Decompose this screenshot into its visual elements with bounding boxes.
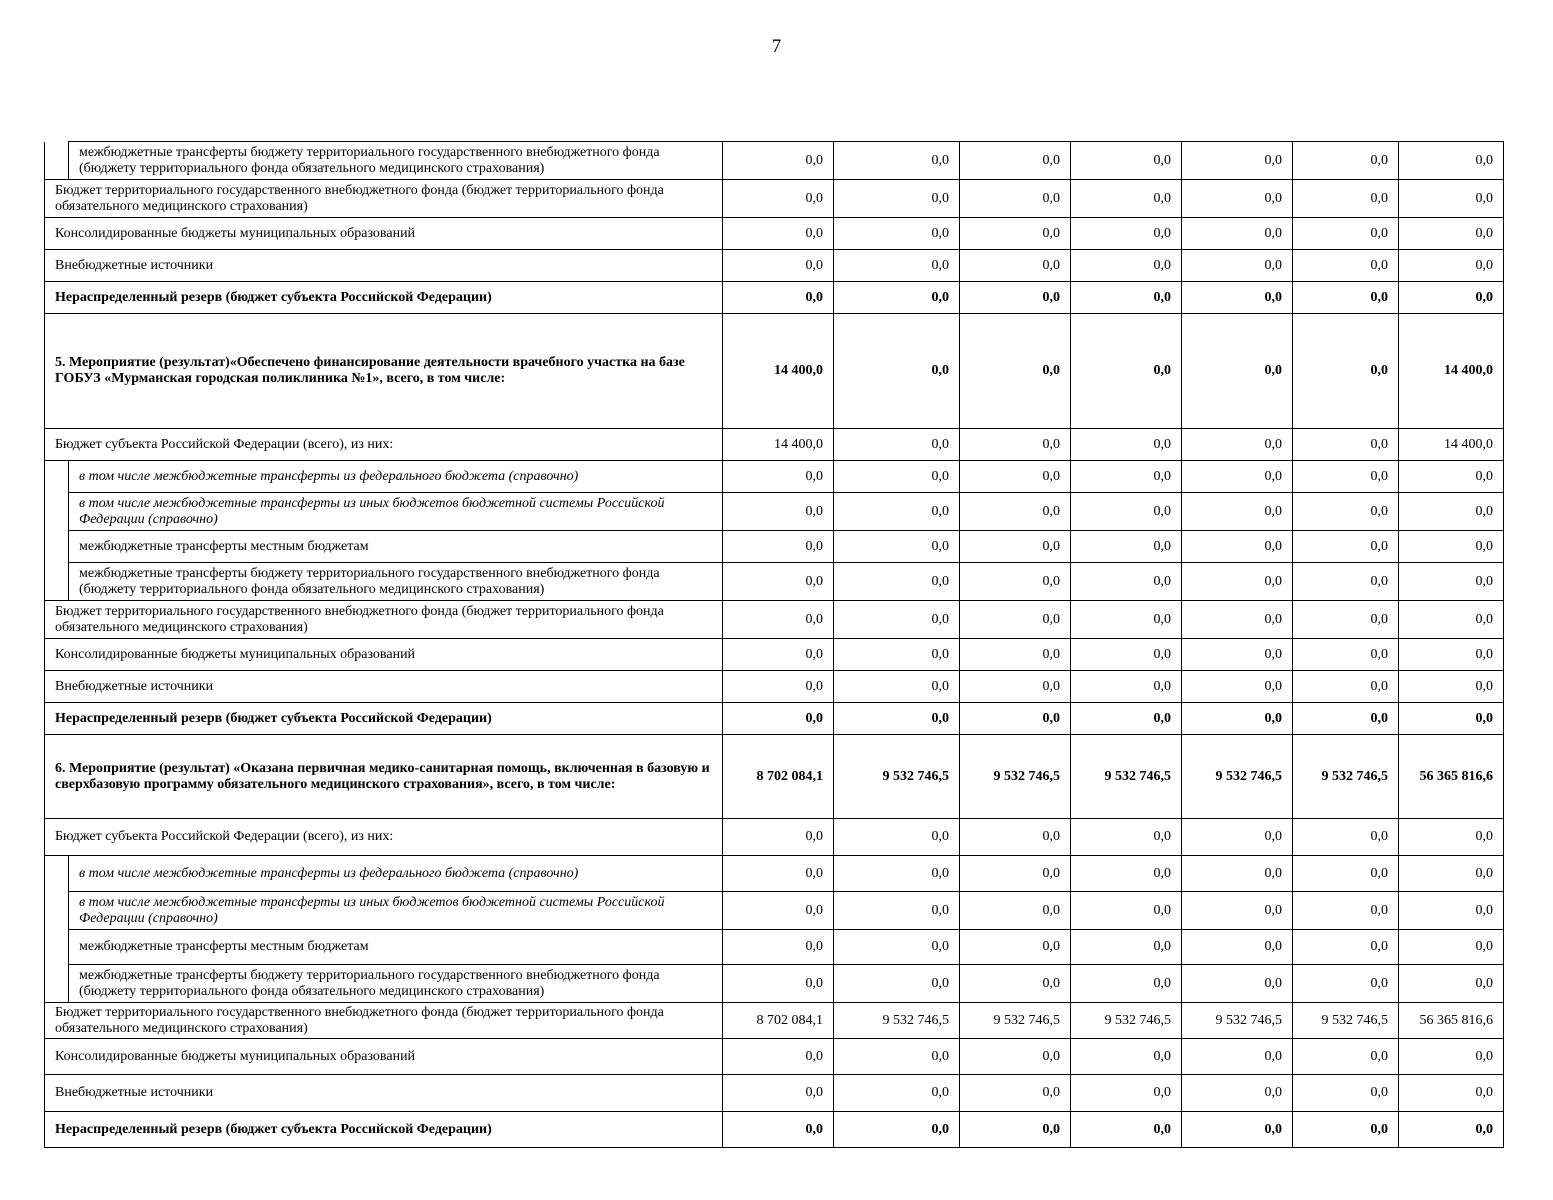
row-label: межбюджетные трансферты местным бюджетам	[69, 531, 723, 563]
table-row	[45, 1075, 1504, 1112]
value-cell: 9 532 746,5	[834, 735, 960, 819]
value-cell: 0,0	[1293, 639, 1399, 671]
indent-spacer	[45, 892, 69, 930]
value-cell: 0,0	[960, 1039, 1071, 1075]
value-cell: 0,0	[1293, 282, 1399, 314]
value-cell: 9 532 746,5	[960, 1003, 1071, 1039]
value-cell: 0,0	[723, 892, 834, 930]
table-row	[45, 461, 1504, 493]
value-cell: 0,0	[960, 250, 1071, 282]
value-cell: 9 532 746,5	[1293, 1003, 1399, 1039]
value-cell: 0,0	[960, 930, 1071, 965]
value-cell: 0,0	[1182, 531, 1293, 563]
value-cell: 0,0	[1071, 563, 1182, 601]
value-cell: 14 400,0	[723, 429, 834, 461]
value-cell: 0,0	[960, 218, 1071, 250]
table-row	[45, 703, 1504, 735]
value-cell: 0,0	[1182, 429, 1293, 461]
value-cell: 0,0	[723, 819, 834, 856]
indent-spacer	[45, 493, 69, 531]
value-cell: 0,0	[834, 703, 960, 735]
value-cell: 0,0	[1182, 493, 1293, 531]
row-label: 5. Мероприятие (результат)«Обеспечено финансирование деятельности врачебного участка на базе ГОБУЗ «Мурманская городская поликлиника №1», всего, в том числе:	[45, 314, 723, 429]
value-cell: 0,0	[1182, 856, 1293, 892]
value-cell: 0,0	[1399, 892, 1504, 930]
value-cell: 0,0	[960, 461, 1071, 493]
row-label: в том числе межбюджетные трансферты из федерального бюджета (справочно)	[69, 856, 723, 892]
value-cell: 0,0	[723, 856, 834, 892]
table-row	[45, 282, 1504, 314]
value-cell: 0,0	[1071, 930, 1182, 965]
value-cell: 9 532 746,5	[1293, 735, 1399, 819]
table-row	[45, 965, 1504, 1003]
value-cell: 9 532 746,5	[1182, 1003, 1293, 1039]
value-cell: 0,0	[1071, 671, 1182, 703]
value-cell: 0,0	[834, 461, 960, 493]
row-label: межбюджетные трансферты бюджету территориального государственного внебюджетного фонда (бюджету территориального фонда обязательного медицинского страхования)	[69, 563, 723, 601]
table-row	[45, 142, 1504, 180]
value-cell: 0,0	[834, 493, 960, 531]
value-cell: 0,0	[1293, 429, 1399, 461]
table-row	[45, 819, 1504, 856]
value-cell: 0,0	[1182, 1075, 1293, 1112]
value-cell: 0,0	[723, 461, 834, 493]
value-cell: 0,0	[723, 531, 834, 563]
row-label: межбюджетные трансферты бюджету территориального государственного внебюджетного фонда (бюджету территориального фонда обязательного медицинского страхования)	[69, 965, 723, 1003]
value-cell: 0,0	[960, 142, 1071, 180]
value-cell: 9 532 746,5	[1071, 1003, 1182, 1039]
table-row	[45, 1039, 1504, 1075]
value-cell: 0,0	[1182, 180, 1293, 218]
value-cell: 0,0	[1293, 563, 1399, 601]
value-cell: 0,0	[1071, 314, 1182, 429]
row-label: Внебюджетные источники	[45, 250, 723, 282]
table-row	[45, 1112, 1504, 1148]
value-cell: 0,0	[723, 703, 834, 735]
row-label: 6. Мероприятие (результат) «Оказана первичная медико-санитарная помощь, включенная в базовую и сверхбазовую программу обязательного медицинского страхования», всего, в том числе:	[45, 735, 723, 819]
value-cell: 0,0	[960, 1112, 1071, 1148]
table-row	[45, 314, 1504, 429]
value-cell: 0,0	[1071, 531, 1182, 563]
value-cell: 0,0	[960, 639, 1071, 671]
row-label: Нераспределенный резерв (бюджет субъекта Российской Федерации)	[45, 282, 723, 314]
table-row	[45, 180, 1504, 218]
value-cell: 56 365 816,6	[1399, 1003, 1504, 1039]
value-cell: 0,0	[1182, 250, 1293, 282]
value-cell: 9 532 746,5	[1182, 735, 1293, 819]
value-cell: 9 532 746,5	[960, 735, 1071, 819]
row-label: Консолидированные бюджеты муниципальных образований	[45, 639, 723, 671]
value-cell: 0,0	[1293, 180, 1399, 218]
value-cell: 0,0	[834, 531, 960, 563]
value-cell: 0,0	[1071, 601, 1182, 639]
value-cell: 0,0	[834, 282, 960, 314]
row-label: Внебюджетные источники	[45, 1075, 723, 1112]
value-cell: 0,0	[1182, 819, 1293, 856]
value-cell: 0,0	[1399, 965, 1504, 1003]
value-cell: 0,0	[834, 892, 960, 930]
value-cell: 0,0	[960, 429, 1071, 461]
value-cell: 0,0	[1293, 1039, 1399, 1075]
table-row	[45, 531, 1504, 563]
value-cell: 0,0	[834, 639, 960, 671]
row-label: Консолидированные бюджеты муниципальных образований	[45, 1039, 723, 1075]
value-cell: 0,0	[1182, 639, 1293, 671]
value-cell: 0,0	[1293, 531, 1399, 563]
value-cell: 0,0	[1293, 250, 1399, 282]
value-cell: 0,0	[1071, 250, 1182, 282]
value-cell: 0,0	[1071, 493, 1182, 531]
value-cell: 0,0	[1182, 461, 1293, 493]
indent-spacer	[45, 856, 69, 892]
value-cell: 0,0	[1182, 142, 1293, 180]
value-cell: 0,0	[1399, 856, 1504, 892]
value-cell: 0,0	[1071, 703, 1182, 735]
value-cell: 0,0	[1182, 1039, 1293, 1075]
value-cell: 8 702 084,1	[723, 1003, 834, 1039]
table-row	[45, 563, 1504, 601]
value-cell: 0,0	[834, 930, 960, 965]
value-cell: 0,0	[960, 1075, 1071, 1112]
value-cell: 0,0	[1071, 1112, 1182, 1148]
row-label: Бюджет территориального государственного внебюджетного фонда (бюджет территориального фонда обязательного медицинского страхования)	[45, 1003, 723, 1039]
row-label: межбюджетные трансферты местным бюджетам	[69, 930, 723, 965]
value-cell: 0,0	[1399, 282, 1504, 314]
value-cell: 0,0	[723, 1039, 834, 1075]
value-cell: 0,0	[1182, 601, 1293, 639]
value-cell: 0,0	[960, 493, 1071, 531]
value-cell: 0,0	[1182, 671, 1293, 703]
value-cell: 0,0	[723, 142, 834, 180]
indent-spacer	[45, 461, 69, 493]
value-cell: 0,0	[1399, 461, 1504, 493]
value-cell: 0,0	[1071, 461, 1182, 493]
row-label: межбюджетные трансферты бюджету территориального государственного внебюджетного фонда (бюджету территориального фонда обязательного медицинского страхования)	[69, 142, 723, 180]
row-label: Бюджет субъекта Российской Федерации (всего), из них:	[45, 429, 723, 461]
value-cell: 9 532 746,5	[1071, 735, 1182, 819]
value-cell: 0,0	[723, 180, 834, 218]
value-cell: 14 400,0	[723, 314, 834, 429]
value-cell: 0,0	[1293, 1112, 1399, 1148]
table-row	[45, 671, 1504, 703]
value-cell: 0,0	[1182, 282, 1293, 314]
value-cell: 14 400,0	[1399, 429, 1504, 461]
value-cell: 0,0	[1071, 639, 1182, 671]
value-cell: 0,0	[960, 819, 1071, 856]
value-cell: 0,0	[1182, 930, 1293, 965]
value-cell: 0,0	[723, 250, 834, 282]
value-cell: 0,0	[960, 965, 1071, 1003]
indent-spacer	[45, 142, 69, 180]
value-cell: 0,0	[1182, 965, 1293, 1003]
value-cell: 14 400,0	[1399, 314, 1504, 429]
value-cell: 0,0	[1071, 429, 1182, 461]
value-cell: 0,0	[834, 429, 960, 461]
budget-table	[44, 141, 1504, 1148]
value-cell: 0,0	[723, 1112, 834, 1148]
value-cell: 0,0	[723, 601, 834, 639]
value-cell: 0,0	[1293, 819, 1399, 856]
value-cell: 0,0	[723, 493, 834, 531]
value-cell: 0,0	[834, 314, 960, 429]
value-cell: 0,0	[1399, 180, 1504, 218]
table-row	[45, 429, 1504, 461]
indent-spacer	[45, 965, 69, 1003]
value-cell: 0,0	[1399, 1075, 1504, 1112]
value-cell: 0,0	[960, 531, 1071, 563]
row-label: Нераспределенный резерв (бюджет субъекта Российской Федерации)	[45, 1112, 723, 1148]
value-cell: 0,0	[960, 314, 1071, 429]
value-cell: 0,0	[960, 282, 1071, 314]
value-cell: 0,0	[1182, 892, 1293, 930]
value-cell: 0,0	[1293, 493, 1399, 531]
table-row	[45, 1003, 1504, 1039]
row-label: Консолидированные бюджеты муниципальных образований	[45, 218, 723, 250]
value-cell: 0,0	[1071, 282, 1182, 314]
value-cell: 0,0	[1293, 601, 1399, 639]
value-cell: 9 532 746,5	[834, 1003, 960, 1039]
value-cell: 0,0	[1399, 1112, 1504, 1148]
row-label: Нераспределенный резерв (бюджет субъекта Российской Федерации)	[45, 703, 723, 735]
value-cell: 0,0	[1182, 1112, 1293, 1148]
value-cell: 0,0	[960, 563, 1071, 601]
row-label: в том числе межбюджетные трансферты из иных бюджетов бюджетной системы Российской Федерации (справочно)	[69, 493, 723, 531]
table-row	[45, 930, 1504, 965]
row-label: Бюджет территориального государственного внебюджетного фонда (бюджет территориального фонда обязательного медицинского страхования)	[45, 180, 723, 218]
value-cell: 0,0	[723, 671, 834, 703]
value-cell: 0,0	[834, 142, 960, 180]
value-cell: 0,0	[1293, 892, 1399, 930]
value-cell: 0,0	[834, 965, 960, 1003]
value-cell: 0,0	[834, 671, 960, 703]
row-label: в том числе межбюджетные трансферты из иных бюджетов бюджетной системы Российской Федерации (справочно)	[69, 892, 723, 930]
value-cell: 0,0	[1182, 703, 1293, 735]
value-cell: 0,0	[834, 601, 960, 639]
value-cell: 0,0	[1182, 563, 1293, 601]
value-cell: 0,0	[1399, 703, 1504, 735]
table-body	[45, 142, 1504, 1148]
value-cell: 0,0	[1399, 1039, 1504, 1075]
indent-spacer	[45, 563, 69, 601]
value-cell: 0,0	[1071, 1075, 1182, 1112]
value-cell: 0,0	[1399, 218, 1504, 250]
value-cell: 0,0	[1293, 314, 1399, 429]
value-cell: 0,0	[834, 1039, 960, 1075]
value-cell: 0,0	[1399, 639, 1504, 671]
table-row	[45, 601, 1504, 639]
value-cell: 0,0	[723, 639, 834, 671]
value-cell: 0,0	[834, 218, 960, 250]
row-label: Бюджет территориального государственного внебюджетного фонда (бюджет территориального фонда обязательного медицинского страхования)	[45, 601, 723, 639]
value-cell: 0,0	[834, 1075, 960, 1112]
value-cell: 0,0	[1399, 250, 1504, 282]
value-cell: 0,0	[1293, 703, 1399, 735]
value-cell: 0,0	[1293, 856, 1399, 892]
value-cell: 0,0	[1399, 930, 1504, 965]
value-cell: 0,0	[1071, 180, 1182, 218]
value-cell: 0,0	[723, 282, 834, 314]
value-cell: 0,0	[723, 965, 834, 1003]
value-cell: 0,0	[834, 250, 960, 282]
value-cell: 0,0	[960, 892, 1071, 930]
value-cell: 0,0	[1293, 671, 1399, 703]
value-cell: 0,0	[834, 819, 960, 856]
value-cell: 0,0	[1399, 563, 1504, 601]
value-cell: 0,0	[1293, 930, 1399, 965]
value-cell: 0,0	[960, 601, 1071, 639]
value-cell: 0,0	[1293, 1075, 1399, 1112]
value-cell: 0,0	[1399, 493, 1504, 531]
value-cell: 0,0	[1399, 531, 1504, 563]
row-label: Бюджет субъекта Российской Федерации (всего), из них:	[45, 819, 723, 856]
row-label: Внебюджетные источники	[45, 671, 723, 703]
table-row	[45, 250, 1504, 282]
row-label: в том числе межбюджетные трансферты из федерального бюджета (справочно)	[69, 461, 723, 493]
value-cell: 0,0	[1293, 965, 1399, 1003]
value-cell: 0,0	[1293, 461, 1399, 493]
value-cell: 0,0	[723, 563, 834, 601]
value-cell: 0,0	[1071, 965, 1182, 1003]
value-cell: 0,0	[960, 671, 1071, 703]
value-cell: 8 702 084,1	[723, 735, 834, 819]
value-cell: 0,0	[1399, 671, 1504, 703]
table-row	[45, 856, 1504, 892]
value-cell: 0,0	[1071, 819, 1182, 856]
value-cell: 0,0	[960, 703, 1071, 735]
value-cell: 0,0	[1182, 218, 1293, 250]
value-cell: 0,0	[723, 930, 834, 965]
table-row	[45, 892, 1504, 930]
value-cell: 0,0	[834, 563, 960, 601]
value-cell: 0,0	[1071, 892, 1182, 930]
value-cell: 0,0	[1293, 218, 1399, 250]
value-cell: 0,0	[834, 180, 960, 218]
value-cell: 0,0	[1293, 142, 1399, 180]
indent-spacer	[45, 930, 69, 965]
table-row	[45, 735, 1504, 819]
value-cell: 0,0	[834, 856, 960, 892]
value-cell: 0,0	[1071, 218, 1182, 250]
indent-spacer	[45, 531, 69, 563]
value-cell: 0,0	[723, 1075, 834, 1112]
value-cell: 0,0	[1399, 819, 1504, 856]
value-cell: 0,0	[1399, 601, 1504, 639]
table-row	[45, 493, 1504, 531]
value-cell: 0,0	[1399, 142, 1504, 180]
value-cell: 0,0	[1071, 142, 1182, 180]
value-cell: 0,0	[960, 856, 1071, 892]
value-cell: 0,0	[960, 180, 1071, 218]
value-cell: 56 365 816,6	[1399, 735, 1504, 819]
value-cell: 0,0	[723, 218, 834, 250]
table-row	[45, 639, 1504, 671]
value-cell: 0,0	[1071, 1039, 1182, 1075]
value-cell: 0,0	[1071, 856, 1182, 892]
value-cell: 0,0	[834, 1112, 960, 1148]
page-number: 7	[771, 36, 782, 57]
value-cell: 0,0	[1182, 314, 1293, 429]
table-row	[45, 218, 1504, 250]
